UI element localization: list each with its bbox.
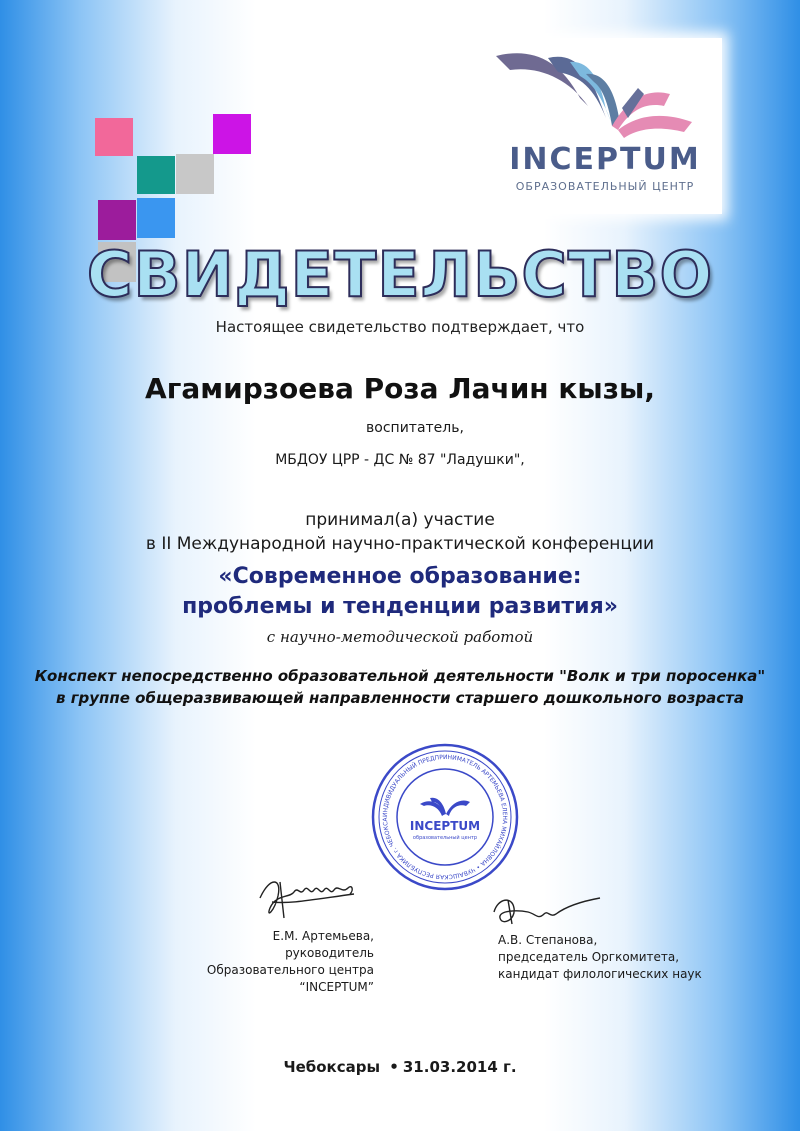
signatory-right [498,932,738,983]
recipient-name: Агамирзоева Роза Лачин кызы, [145,372,655,405]
conference-text: в II Международной научно-практической конференции [145,534,655,554]
official-stamp [370,742,520,896]
recipient-position: воспитатель, [366,420,464,436]
participation-text: принимал(а) участие [305,510,495,530]
work-title [0,665,800,709]
stamp-book-icon [420,798,470,816]
conference-name [0,562,800,622]
logo-subtitle: ОБРАЗОВАТЕЛЬНЫЙ ЦЕНТР [515,180,695,193]
conference-name-line2: проблемы и тенденции развития» [182,594,618,619]
with-work-text: с научно-методической работой [266,628,534,646]
deco-square-pink [95,118,133,156]
work-title-line1: Конспект непосредственно образовательной деятельности "Волк и три поросенка" [34,667,766,685]
deco-square-blue [137,198,175,238]
signatory-right-role: председатель Оргкомитета, [498,950,680,964]
footer-city: Чебоксары [283,1058,381,1076]
logo-name: INCEPTUM [509,142,701,177]
conference-name-line1: «Современное образование: [218,564,582,589]
deco-square-purple [98,200,136,240]
signatory-right-degree: кандидат филологических наук [498,967,702,981]
work-title-line2: в группе общеразвивающей направленности старшего дошкольного возраста [55,689,745,707]
deco-square-gray [176,154,214,194]
signatory-left-org: Образовательного центра “INCEPTUM” [206,963,374,994]
confirms-text: Настоящее свидетельство подтверждает, что [215,318,585,336]
footer-separator: • [389,1058,399,1076]
open-book-logo-icon [488,38,722,148]
stamp-ring-text: ИНДИВИДУАЛЬНЫЙ ПРЕДПРИНИМАТЕЛЬ АРТЕМЬЕВА ЕЛЕНА МИХАЙЛОВНА • ЧУВАШСКАЯ РЕСПУБЛИКА г. ЧЕБОКСА [381,753,509,881]
signatory-left-name: Е.М. Артемьева, [272,929,374,943]
footer-date: 31.03.2014 г. [402,1058,517,1076]
certificate-title: СВИДЕТЕЛЬСТВО [86,238,714,311]
deco-square-magenta [213,114,251,154]
stamp-center-name: INCEPTUM [409,819,481,833]
signatory-left [130,928,374,996]
footer [0,1058,800,1076]
signature-left [250,868,370,928]
signatory-right-name: А.В. Степанова, [498,933,598,947]
inceptum-logo [488,38,722,214]
deco-square-teal [137,156,175,194]
stamp-center-sub: образовательный центр [412,835,478,841]
signatory-left-role: руководитель [285,946,374,960]
recipient-organization: МБДОУ ЦРР - ДС № 87 "Ладушки", [275,452,525,468]
